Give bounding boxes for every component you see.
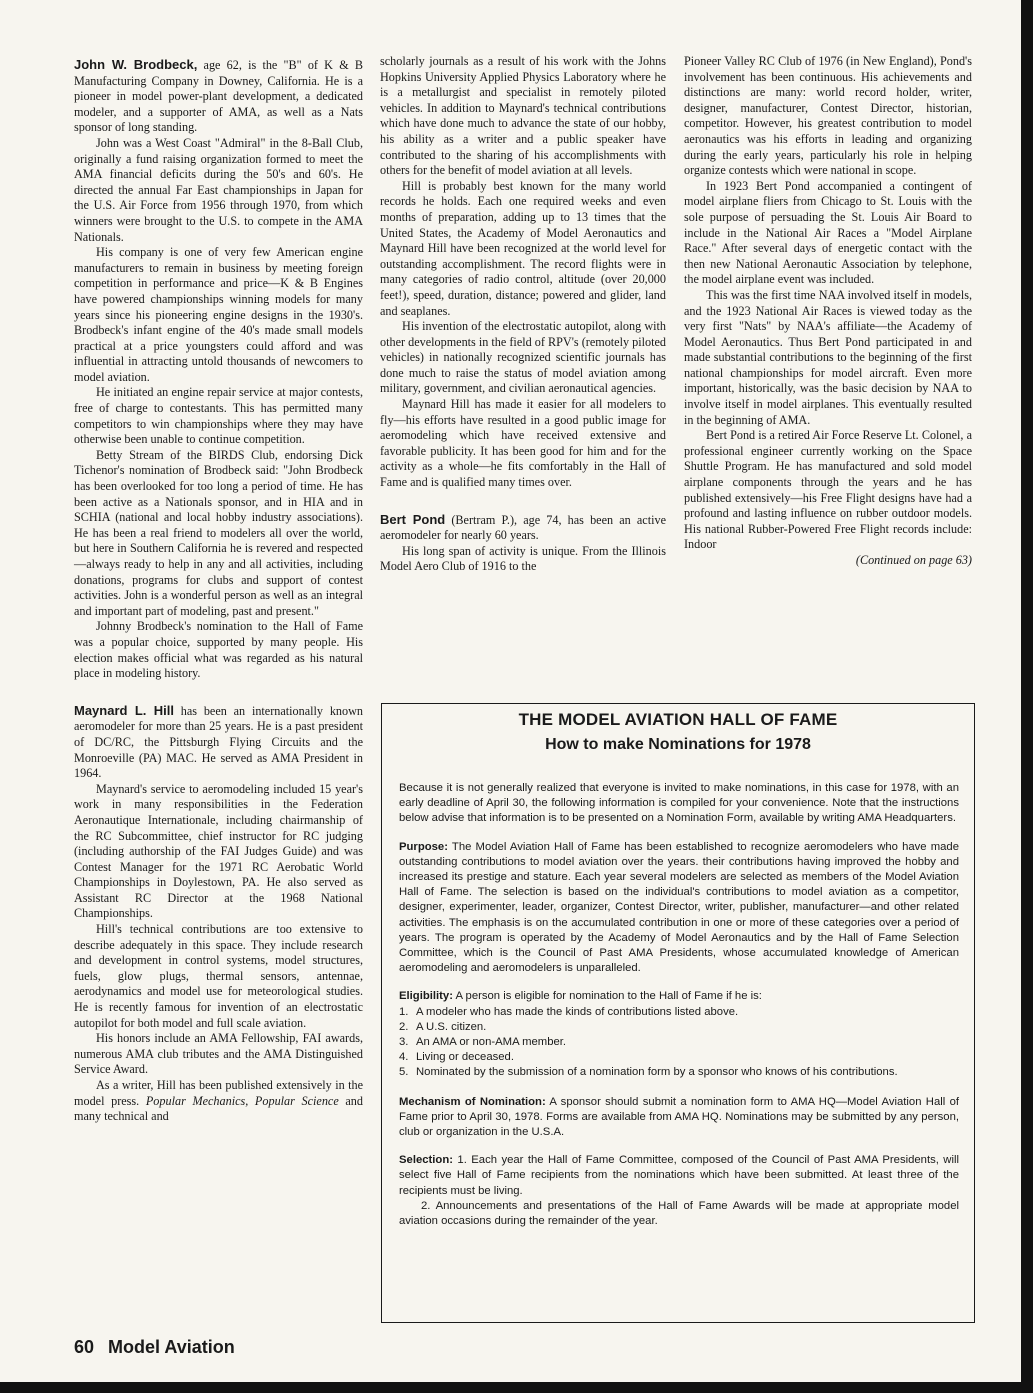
selection-section: Selection: 1. Each year the Hall of Fame Committee, composed of the Council of Past AMA Presidents, will select five Hall of Fame recipients from the nominations which have been submitted. At least three of the recipients must be living.	[399, 1154, 959, 1197]
pond-name: Bert Pond	[380, 511, 446, 527]
brodbeck-intro: John W. Brodbeck, age 62, is the "B" of K & B Manufacturing Company in Downey, California. He is a pioneer in model power-plant development, a dedicated modeler, and a supporter of AMA, as well as a Nats sponsor of long standing.	[74, 57, 364, 135]
purpose-section: Purpose: The Model Aviation Hall of Fame has been established to recognize aeromodelers who have made outstanding contributions to model aviation over the years. their contributions having improved the hobby and increased its prestige and stature. Each year several modelers are selected as members of the Model Aviation Hall of Fame. The selection is based on the individual's contributions to model aviation as a competitor, designer, experimenter, leader, organizer, Contest Director, writer, publisher, manufacturer—and other related activities. The emphasis is on the accumulated contribution in one or more of these categories over a period of years. The program is operated by the Academy of Model Aeronautics and by the Hall of Fame Selection Committee, which is the Council of Past AMA Presidents, whose accumulated knowledge of American aeromodeling and aeromodelers is unparalleled.	[399, 840, 959, 975]
hill-paragraph: Maynard's service to aeromodeling included 15 year's work in many responsibilities in the Federation Aeronautique Internationale, including chairmanship of the RC Subcommittee, chief instructor for RC judging (including authorship of the FAI Judges Guide) and was Contest Manager for the 1971 RC Aerobatic World Championships in Doylestown, PA. He also served as Assistant RC Director at the 1968 National Championships.	[74, 781, 363, 921]
eligibility-list	[399, 1005, 959, 1081]
brodbeck-paragraph: Betty Stream of the BIRDS Club, endorsing Dick Tichenor's nomination of Brodbeck said: "John Brodbeck has been overlooked for too long a period of time. He has been active as a Nationals sponsor, and in HIA and in SCHIA (national and local hobby industry associations). He has been a real friend to modelers all over the world, but here in Southern California he is revered and respected—always ready to help in any and all activities, including donations, programs for clubs and support of contest activities. John is a wonderful person as well as an integral and important part of modeling, past and present."	[74, 447, 363, 618]
list-item: 3. An AMA or non-AMA member.	[399, 1036, 567, 1049]
column-3	[684, 54, 972, 569]
right-border	[1021, 0, 1033, 1393]
continued-link[interactable]: (Continued on page 63)	[855, 553, 972, 567]
hall-of-fame-nominations-box	[381, 703, 975, 1323]
hill-paragraph: As a writer, Hill has been published extensively in the model press. Popular Mechanics, Popular Science and many technical and	[74, 1078, 363, 1124]
eligibility-heading: Eligibility: A person is eligible for nomination to the Hall of Fame if he is:	[399, 990, 762, 1003]
pond-paragraph: Pioneer Valley RC Club of 1976 (in New England), Pond's involvement has been continuous. His achievements and distinctions are many: world record holder, writer, designer, manufacturer, Contest Director, historian, competitor. However, his greatest contribution to model aeronautics was his efforts in leading and organizing during the early years, particularly his role in helping organize contests which were national in scope.	[684, 54, 972, 178]
page-number: 60	[74, 1337, 95, 1357]
list-item: 2. A U.S. citizen.	[399, 1020, 487, 1033]
hill-paragraph: His honors include an AMA Fellowship, FAI awards, numerous AMA club tributes and the AMA Distinguished Service Award.	[74, 1031, 363, 1077]
hill-name: Maynard L. Hill	[74, 702, 174, 718]
pond-paragraph: Bert Pond is a retired Air Force Reserve Lt. Colonel, a professional engineer currently working on the Space Shuttle Program. He has manufactured and sold model airplane components through the years and he has published extensively—his Free Flight designs have had a profound and lasting influence on rubber outdoor models. His national Rubber-Powered Free Flight records include: Indoor	[684, 428, 972, 552]
brodbeck-paragraph: He initiated an engine repair service at major contests, free of charge to contestants. This has permitted many competitors to win championships where they may have otherwise been unable to continue competition.	[74, 385, 363, 447]
bottom-border	[0, 1382, 1033, 1393]
brodbeck-paragraph: John was a West Coast "Admiral" in the 8-Ball Club, originally a fund raising organization formed to meet the AMA financial deficits during the 50's and 60's. He directed the annual Far East championships in Japan for the U.S. Air Force from 1956 through 1970, from which winners were brought to the U.S. to compete in the AMA Nationals.	[74, 135, 363, 244]
hill-paragraph: Maynard Hill has made it easier for all modelers to fly—his efforts have resulted in a good public image for aeromodeling which have received extensive and favorable publicity. It has been good for him and for the activity as a whole—he fits comfortably in the Hall of Fame and is qualified many times over.	[380, 397, 666, 490]
list-item: 4. Living or deceased.	[399, 1051, 514, 1064]
pond-paragraph: His long span of activity is unique. From the Illinois Model Aero Club of 1916 to the	[380, 543, 666, 574]
list-item: 1. A modeler who has made the kinds of contributions listed above.	[399, 1005, 739, 1018]
column-1	[74, 57, 363, 1125]
box-title: THE MODEL AVIATION HALL OF FAME	[518, 710, 838, 729]
hill-paragraph: His invention of the electrostatic autopilot, along with other developments in the field of RPV's (remotely piloted vehicles) in nationally recognized scientific journals has done much to raise the status of model aviation among military, government, and civilian aeronautical agencies.	[380, 319, 666, 396]
pond-intro: Bert Pond (Bertram P.), age 74, has been an active aeromodeler for nearly 60 years.	[380, 511, 666, 543]
page-footer	[74, 1337, 235, 1358]
hill-intro: Maynard L. Hill has been an internationally known aeromodeler for more than 25 years. He is a past president of DC/RC, the Pittsburgh Flying Circuits and the Monroeville (PA) MAC. He served as AMA President in 1964.	[74, 702, 363, 781]
magazine-name: Model Aviation	[108, 1337, 235, 1357]
brodbeck-name: John W. Brodbeck,	[74, 57, 198, 72]
box-subtitle: How to make Nominations for 1978	[545, 736, 811, 754]
hill-paragraph: Hill's technical contributions are too extensive to describe adequately in this space. They include research and development in control systems, model structures, fuels, glow plugs, thermal sensors, antennae, aerodynamics and model use for meteorological studies. He is recently famous for invention of an electrostatic autopilot for both model and full scale aviation.	[74, 922, 363, 1030]
hill-paragraph: Hill is probably best known for the many world records he holds. Each one required weeks and even months of preparation, adding up to 13 times that the United States, the Academy of Model Aeronautics and Maynard Hill have been recognized at the world level for outstanding accomplishment. The record flights were in many categories of radio control, altitude (over 20,000 feet!), speed, duration, distance; powered and glider, land and seaplanes.	[380, 178, 666, 318]
pond-paragraph: This was the first time NAA involved itself in models, and the 1923 National Air Races is viewed today as the very first "Nats" by NAA's affiliate—the Academy of Model Aeronautics. Thus Bert Pond participated in and made substantial contributions to the beginning of the first national championships for model aircraft. Even more important, historically, was the basic decision by NAA to involve itself in model airplanes. This eventually resulted in the beginning of AMA.	[684, 287, 972, 427]
mechanism-section: Mechanism of Nomination: A sponsor should submit a nomination form to AMA HQ—Model Aviation Hall of Fame prior to April 30, 1978. Forms are available from AMA HQ. Nominations may be submitted by any person, club or organization in the U.S.A.	[399, 1095, 959, 1139]
brodbeck-paragraph: Johnny Brodbeck's nomination to the Hall of Fame was a popular choice, supported by many people. His election makes official what was regarded as his natural place in modeling history.	[74, 619, 363, 681]
box-body	[399, 781, 959, 1242]
list-item: 5. Nominated by the submission of a nomination form by a sponsor who knows of his contributions.	[399, 1066, 898, 1079]
pond-paragraph: In 1923 Bert Pond accompanied a contingent of model airplane fliers from Chicago to St. Louis with the sole purpose of persuading the St. Louis Air Board to include in the National Air Races a "Model Airplane Race." After several days of energetic contact with the then new National Aeronautic Association by telephone, the model airplane event was included.	[684, 178, 972, 287]
selection-section-2: 2. Announcements and presentations of the Hall of Fame Awards will be made at appropriate model aviation occasions during the remainder of the year.	[399, 1199, 959, 1228]
hill-paragraph: scholarly journals as a result of his work with the Johns Hopkins University Applied Physics Laboratory where he is a metallurgist and specialist in remotely piloted vehicles. In addition to Maynard's technical contributions which have done much to advance the state of our hobby, his ability as a writer and a public speaker have contributed to the sharing of his accomplishments with others for the benefit of model aviation at all levels.	[380, 54, 666, 178]
box-intro: Because it is not generally realized that everyone is invited to make nominations, in this case for 1978, with an early deadline of April 30, the following information is compiled for your convenience. Note that the instructions below advise that information is to be presented on a Nomination Form, available by writing AMA Headquarters.	[399, 782, 959, 825]
brodbeck-paragraph: His company is one of very few American engine manufacturers to remain in business by meeting foreign competition in performance and price—K & B Engines have powered championships winning models for many years since his pioneering engine designs in the 1930's. Brodbeck's infant engine of the 40's made small models practical at a price youngsters could afford and was influential in attracting untold thousands of newcomers to model aviation.	[74, 245, 363, 384]
column-2	[380, 54, 666, 575]
